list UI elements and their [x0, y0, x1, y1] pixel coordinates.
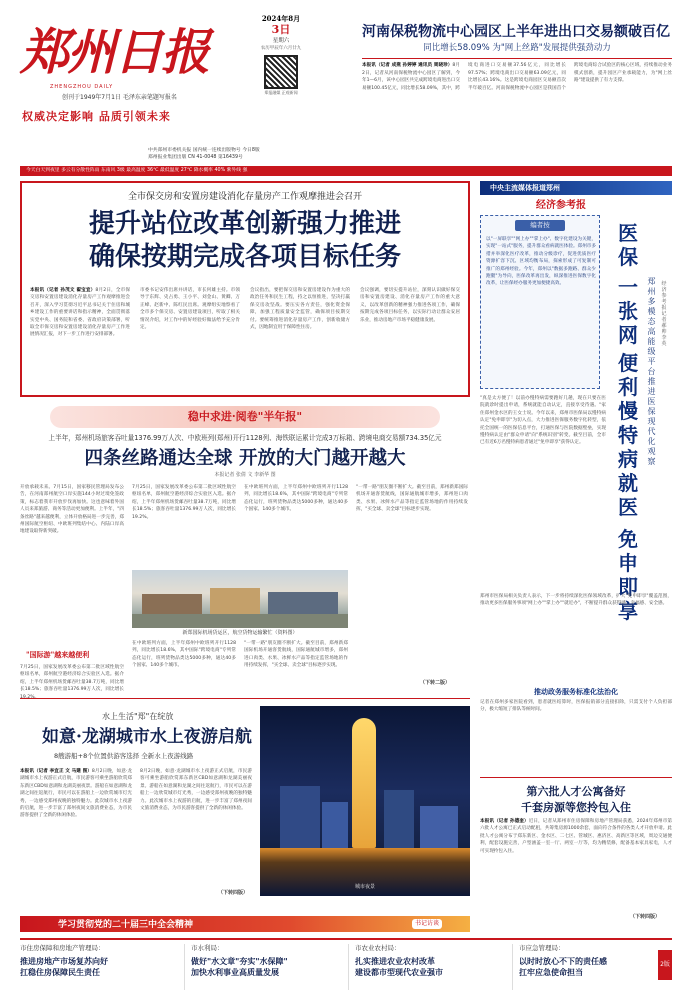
qr-code-icon[interactable] [264, 55, 298, 89]
right-section-bar [480, 181, 672, 195]
right-vertical-byline: 经济参考报记者 郝帅 李英 [661, 281, 667, 347]
study-banner [20, 916, 470, 932]
page-tag[interactable]: 2版 [658, 950, 672, 980]
slogan: 权威决定影响 品质引领未来 [22, 110, 171, 123]
right-headline-2[interactable]: 一张网 [618, 275, 638, 347]
silk-photo[interactable] [132, 570, 348, 628]
right-body: "真是太方便了！以前办慢特病需要跑好几趟，现在只要在医院就诊时提出申请，系统就能自动认定，直接享受待遇。"家住郑州金水区的王女士说。今年以来，郑州市医保局以慢特病认定"免申即享"为切入点，大力推进医保服务数字化转型，依托全国统一的医保信息平台，打通医保与医院数据壁垒，实现慢特病认定由"群众申请"向"系统识别"转变。截至目前，全市已有近6万名慢特病患者通过"免申即享"获得认定。 [480, 396, 606, 446]
founded-date: 创刊于1949年7月1日 毛泽东亲笔题写报名 [62, 94, 177, 101]
date-month: 2024年8月 [261, 14, 301, 23]
lead-story [20, 181, 470, 397]
night-headline[interactable]: 如意·龙湖城市水上夜游启航 [42, 727, 252, 747]
silk-headline[interactable]: 四条丝路通达全球 开放的大门越开越大 [84, 448, 406, 469]
night-photo-caption: 城市夜景 [354, 884, 375, 890]
weather-bar: 今天白天到夜里 多云有分散性阵雨 东南风 3级 最高温度 36℃ 最低温度 27℃ 降水概率 40% 紫外线 强 [20, 166, 672, 176]
lead-col-4: 会议强调，要切实提升站位，深刻认识做好保交房和安置房建设、消化存量房产工作的重大意义，以改革创新的精神强力推进各项工作，确保按期完成各项目标任务，以实际行动让群众安居乐业，推动房地产市场平稳健康发展。 [360, 288, 460, 323]
right-source: 经济参考报 [536, 200, 586, 211]
right-headline-3[interactable]: 便利慢特病就医 [618, 351, 638, 519]
right-headline-4[interactable]: 免申即享 [618, 527, 638, 623]
right-body-2: 郑州市医保局相关负责人表示，下一步将持续深化医保领域改革，扩大"免申即享"覆盖范围，推动更多医保服务事项"网上办""掌上办""就近办"，不断提升群众获得感、幸福感、安全感。 [480, 594, 672, 607]
weekday: 星期六 [272, 38, 290, 45]
right-section-title[interactable]: 中央主流媒体报道郑州 [490, 184, 560, 192]
talent-title-2[interactable]: 千套房源等您拎包入住 [521, 801, 631, 814]
night-col-2: 8月2日晚，如意·龙湖城市水上夜游正式启航，市民游客可乘坐游船欣赏郑东新区CBD如意湖和龙湖美丽夜景。游船在如意湖和龙湖之间往返航行，市民可以在游船上一边欣赏城市灯光秀，一边感受郑州夜晚的独特魅力。此次城市水上夜游的启航，进一步丰富了郑州夜间文旅消费业态，为市民游客提供了全新的休闲体验。 [140, 769, 252, 812]
night-kicker: 水上生活"郑"在绽放 [102, 712, 174, 721]
silk-banner: 稳中求进·阅卷"半年报" [187, 410, 303, 423]
right-sub-head: 推动政务服务标准化法治化 [534, 687, 618, 696]
masthead [20, 18, 235, 130]
right-column [480, 181, 672, 871]
night-photo[interactable] [260, 706, 470, 896]
silk-subhead: 上半年，郑州机场旅客吞吐量1376.99万人次、中欧班列(郑州)开行1128列、海铁联运累计完成3万标箱、跨境电商交易额734.35亿元 [48, 434, 442, 442]
silk-subtitle: "国际游"越来越便利 [26, 650, 90, 659]
bottom-item-emergency[interactable]: 市应急管理局： 以时时放心不下的责任感 扛牢应急使命担当 [512, 944, 654, 990]
logo-english: ZHENGZHOU DAILY [50, 84, 114, 90]
date-day: 3日 [271, 23, 291, 37]
right-vertical-sub: 郑州多模态高能级平台推进医保现代化观察 [647, 277, 656, 466]
silk-col-3b: "一带一路"朋友圈不断扩大。截至目前，郑州新郑国际机场开通客货航线，国际通航城市增多，郑州进口肉类、水果、冰鲜水产品等指定监管场地的作用持续发挥，"买全球、卖全球"目标逐步实现。 [244, 641, 348, 669]
top-story-subhead: 同比增长58.09% 为"网上丝路"发展提供强劲动力 [423, 43, 611, 53]
talent-body: 本报讯（记者 孙德奎）近日，记者从郑州市住房保障和房地产管理局获悉，2024年郑州市第六批人才公寓已正式启动配租，共筹集房源1000余套，面向符合条件的各类人才开放申请。此批人才公寓分布于郑东新区、金水区、二七区、管城区、惠济区、高新区等区域，周边交通便利，配套设施完善，户型涵盖一室一厅、两室一厅等，均为精装修，配备基本家具家电，人才可实现拎包入住。 [480, 819, 672, 854]
bottom-item-agri[interactable]: 市农业农村局： 扎实推进农业农村改革 建设都市型现代农业强市 [348, 944, 508, 990]
top-story [362, 22, 672, 164]
night-col-1: 本报讯（记者 李宜正 文 马建 图）8月2日晚，如意·龙湖城市水上夜游正式启航，市民游客可乘坐游船欣赏郑东新区CBD如意湖和龙湖美丽夜景。游船在如意湖和龙湖之间往返航行，市民可以在游船上一边欣赏城市灯光秀，一边感受郑州夜晚的独特魅力。此次城市水上夜游的启航，进一步丰富了郑州夜间文旅消费业态，为市民游客提供了全新的休闲体验。 [20, 769, 132, 819]
lunar-date: 农历甲辰年六月廿九 [260, 45, 302, 51]
lead-col-3: 会议指出，要把保交房和安置房建设作为重大的政治任务和民生工程，持之以恒推进，坚决打赢保交房攻坚战。要压实各方责任，强化资金保障，加强工程质量安全监管，确保项目按期交付。要统筹推进消化存量房产工作，创新收储方式，因地制宜用于保障性住房。 [250, 288, 350, 331]
bottom-item-housing[interactable]: 市住房保障和房地产管理局： 推进房地产市场复苏向好 扛稳住房保障民生责任 [20, 944, 108, 977]
paper-logo: 郑州日报 [20, 23, 209, 81]
talent-more[interactable]: （下转四版） [630, 914, 661, 920]
silk-byline: 本报记者 张倩 文 李新华 图 [214, 472, 276, 478]
bottom-strip [20, 938, 672, 990]
top-story-body: 本报讯（记者 成燕 孙婷婷 通讯员 周晓珍）8月2日，记者从河南保税物流中心园区了解到，今年1—6月，该中心园区共完成跨境电商进出口交易额100.45亿元，同比增长58.09%，其中，跨境电商进口交易额37.56亿元，同比增长97.57%；跨境电商出口交易额63.09亿元，同比增长43.16%。这是跨境电商园区交易额首次半年破百亿。河南保税物流中心园区是我国首个跨境电商综合试验区的核心区域，持续推动业务模式创新，提升园区产业承载能力，为"网上丝路"建设提供了有力支撑。 [362, 63, 672, 91]
editor-note-label: 编者按 [515, 220, 565, 231]
night-subhead: 8艘游船+8个位置供游客选择 全新水上夜游线路 [54, 752, 194, 760]
silk-col-1: 开放承载未来。7月15日，国家移民管理局发布公告，在河南郑州航空口岸实施144小时过境免签政策，标志着我市开放步伐再加快。这也意味着外国人员来郑旅游、商务等活动更加便利。上半年，"四条丝路"越来越便利，立体开放格局进一步完善，郑州国际航空枢纽、中欧班列集结中心、内陆口岸高地建设取得新突破。 [20, 485, 124, 535]
editor-note-body: 以"一屏联享""网上办""掌上办"、数字化建设为关键，实现"一站式"服务，提升群众看病就医体验。郑州市多措并举深化医疗改革，推动分级诊疗，促进优质医疗资源扩容下沉、区域均衡布局，探索形成了可复制可推广的郑州经验。今年，郑州以"数据多跑路、群众少跑腿"为导向，医保改革再出发，纵深推进医保数字化改革，让医保经办服务更加便捷高效。 [486, 237, 596, 287]
right-body-3: 记者在郑州多家医院看到，患者就医结算时，医保报销部分直接扣除，只需支付个人负担部分，极大缩短了排队等候时间。 [480, 700, 672, 713]
editor-note-box [480, 215, 600, 389]
date-box [256, 14, 306, 114]
lead-col-1: 本报讯（记者 孙茂文 翟宝宜）8月2日，全市保交房和安置房建设消化存量房产工作观摩推进会召开，深入学习贯彻习近平总书记关于住房和城乡建设工作的重要讲话和指示精神，全面贯彻落实党中央、国务院和省委、省政府决策部署，听取全市保交房和安置房建设消化存量房产工作进展情况汇报，对下一步工作进行安排部署。 [30, 288, 130, 338]
right-headline-1[interactable]: 医保 [618, 221, 638, 269]
study-banner-title[interactable]: 学习贯彻党的二十届三中全会精神 [58, 920, 194, 930]
lead-headline-1[interactable]: 提升站位改革创新强力推进 [88, 209, 401, 239]
silk-col-1b: 7月25日，国家发展改革委公布第二批区域性航空枢纽名单，郑州航空港经济综合实验区入选。据介绍，上半年郑州机场货邮吞吐量38.7万吨，同比增长18.5%；旅客吞吐量1376.99万人次，同比增长19.2%。 [20, 665, 124, 700]
night-story [20, 698, 470, 898]
night-more[interactable]: （下转四版） [218, 890, 249, 896]
silk-col-3: 在中欧班列方面，上半年郑州中欧班列开行1128列，同比增长18.6%，其中国际"跨境电商"专列常态化运行，班列货物品类达5000多种，通达40多个国家、140多个城市。 [244, 485, 348, 513]
silk-col-4: "一带一路"朋友圈不断扩大。截至目前，郑州新郑国际机场开通客货航线，国际通航城市增多，郑州进口肉类、水果、冰鲜水产品等指定监管场地的作用持续发挥，"买全球、卖全球"目标逐步实现。 [356, 485, 468, 513]
silk-story [20, 404, 470, 700]
top-story-headline[interactable]: 河南保税物流中心园区上半年进出口交易额破百亿 [362, 24, 670, 40]
talent-title-1[interactable]: 第六批人才公寓备好 [526, 785, 626, 798]
silk-col-2: 7月25日，国家发展改革委公布第二批区域性航空枢纽名单，郑州航空港经济综合实验区入选。据介绍，上半年郑州机场货邮吞吐量38.7万吨，同比增长18.5%；旅客吞吐量1376.99万人次，同比增长19.2%。 [132, 485, 236, 520]
silk-more[interactable]: （下转二版） [420, 680, 451, 686]
silk-photo-caption: 新郑国际机场货运区，航空货物运输繁忙（资料图） [182, 630, 298, 636]
lead-col-2: 市委书记安伟出席并讲话，市长何雄主持。市领导于东辉、史占勇、王小平、刘金山、黄卿、万正峰、赵新中、陈红民出席。观摩组实地察看了全市多个保交房、安置房建设项目，听取了相关情况介绍，对工作中的好经验好做法给予充分肯定。 [140, 288, 240, 331]
lead-headline-2[interactable]: 确保按期完成各项目标任务 [88, 242, 401, 272]
bottom-item-water[interactable]: 市水利局： 做好"水文章"夯实"水保障" 加快水利事业高质量发展 [184, 944, 344, 990]
publication-info: 中共郑州市委机关报 国内统一连续出版物号 今日8版 郑州报业集团出版 CN 41-0048 第16439号 [148, 148, 260, 160]
silk-col-2b: 在中欧班列方面，上半年郑州中欧班列开行1128列，同比增长18.6%，其中国际"跨境电商"专列常态化运行，班列货物品类达5000多种，通达40多个国家、140多个城市。 [132, 641, 236, 669]
lead-kicker: 全市保交房和安置房建设消化存量房产工作观摩推进会召开 [127, 192, 362, 202]
qr-caption: 郑报融媒 正观新闻 [264, 89, 298, 95]
study-tag: 书记访谈 [412, 919, 442, 929]
